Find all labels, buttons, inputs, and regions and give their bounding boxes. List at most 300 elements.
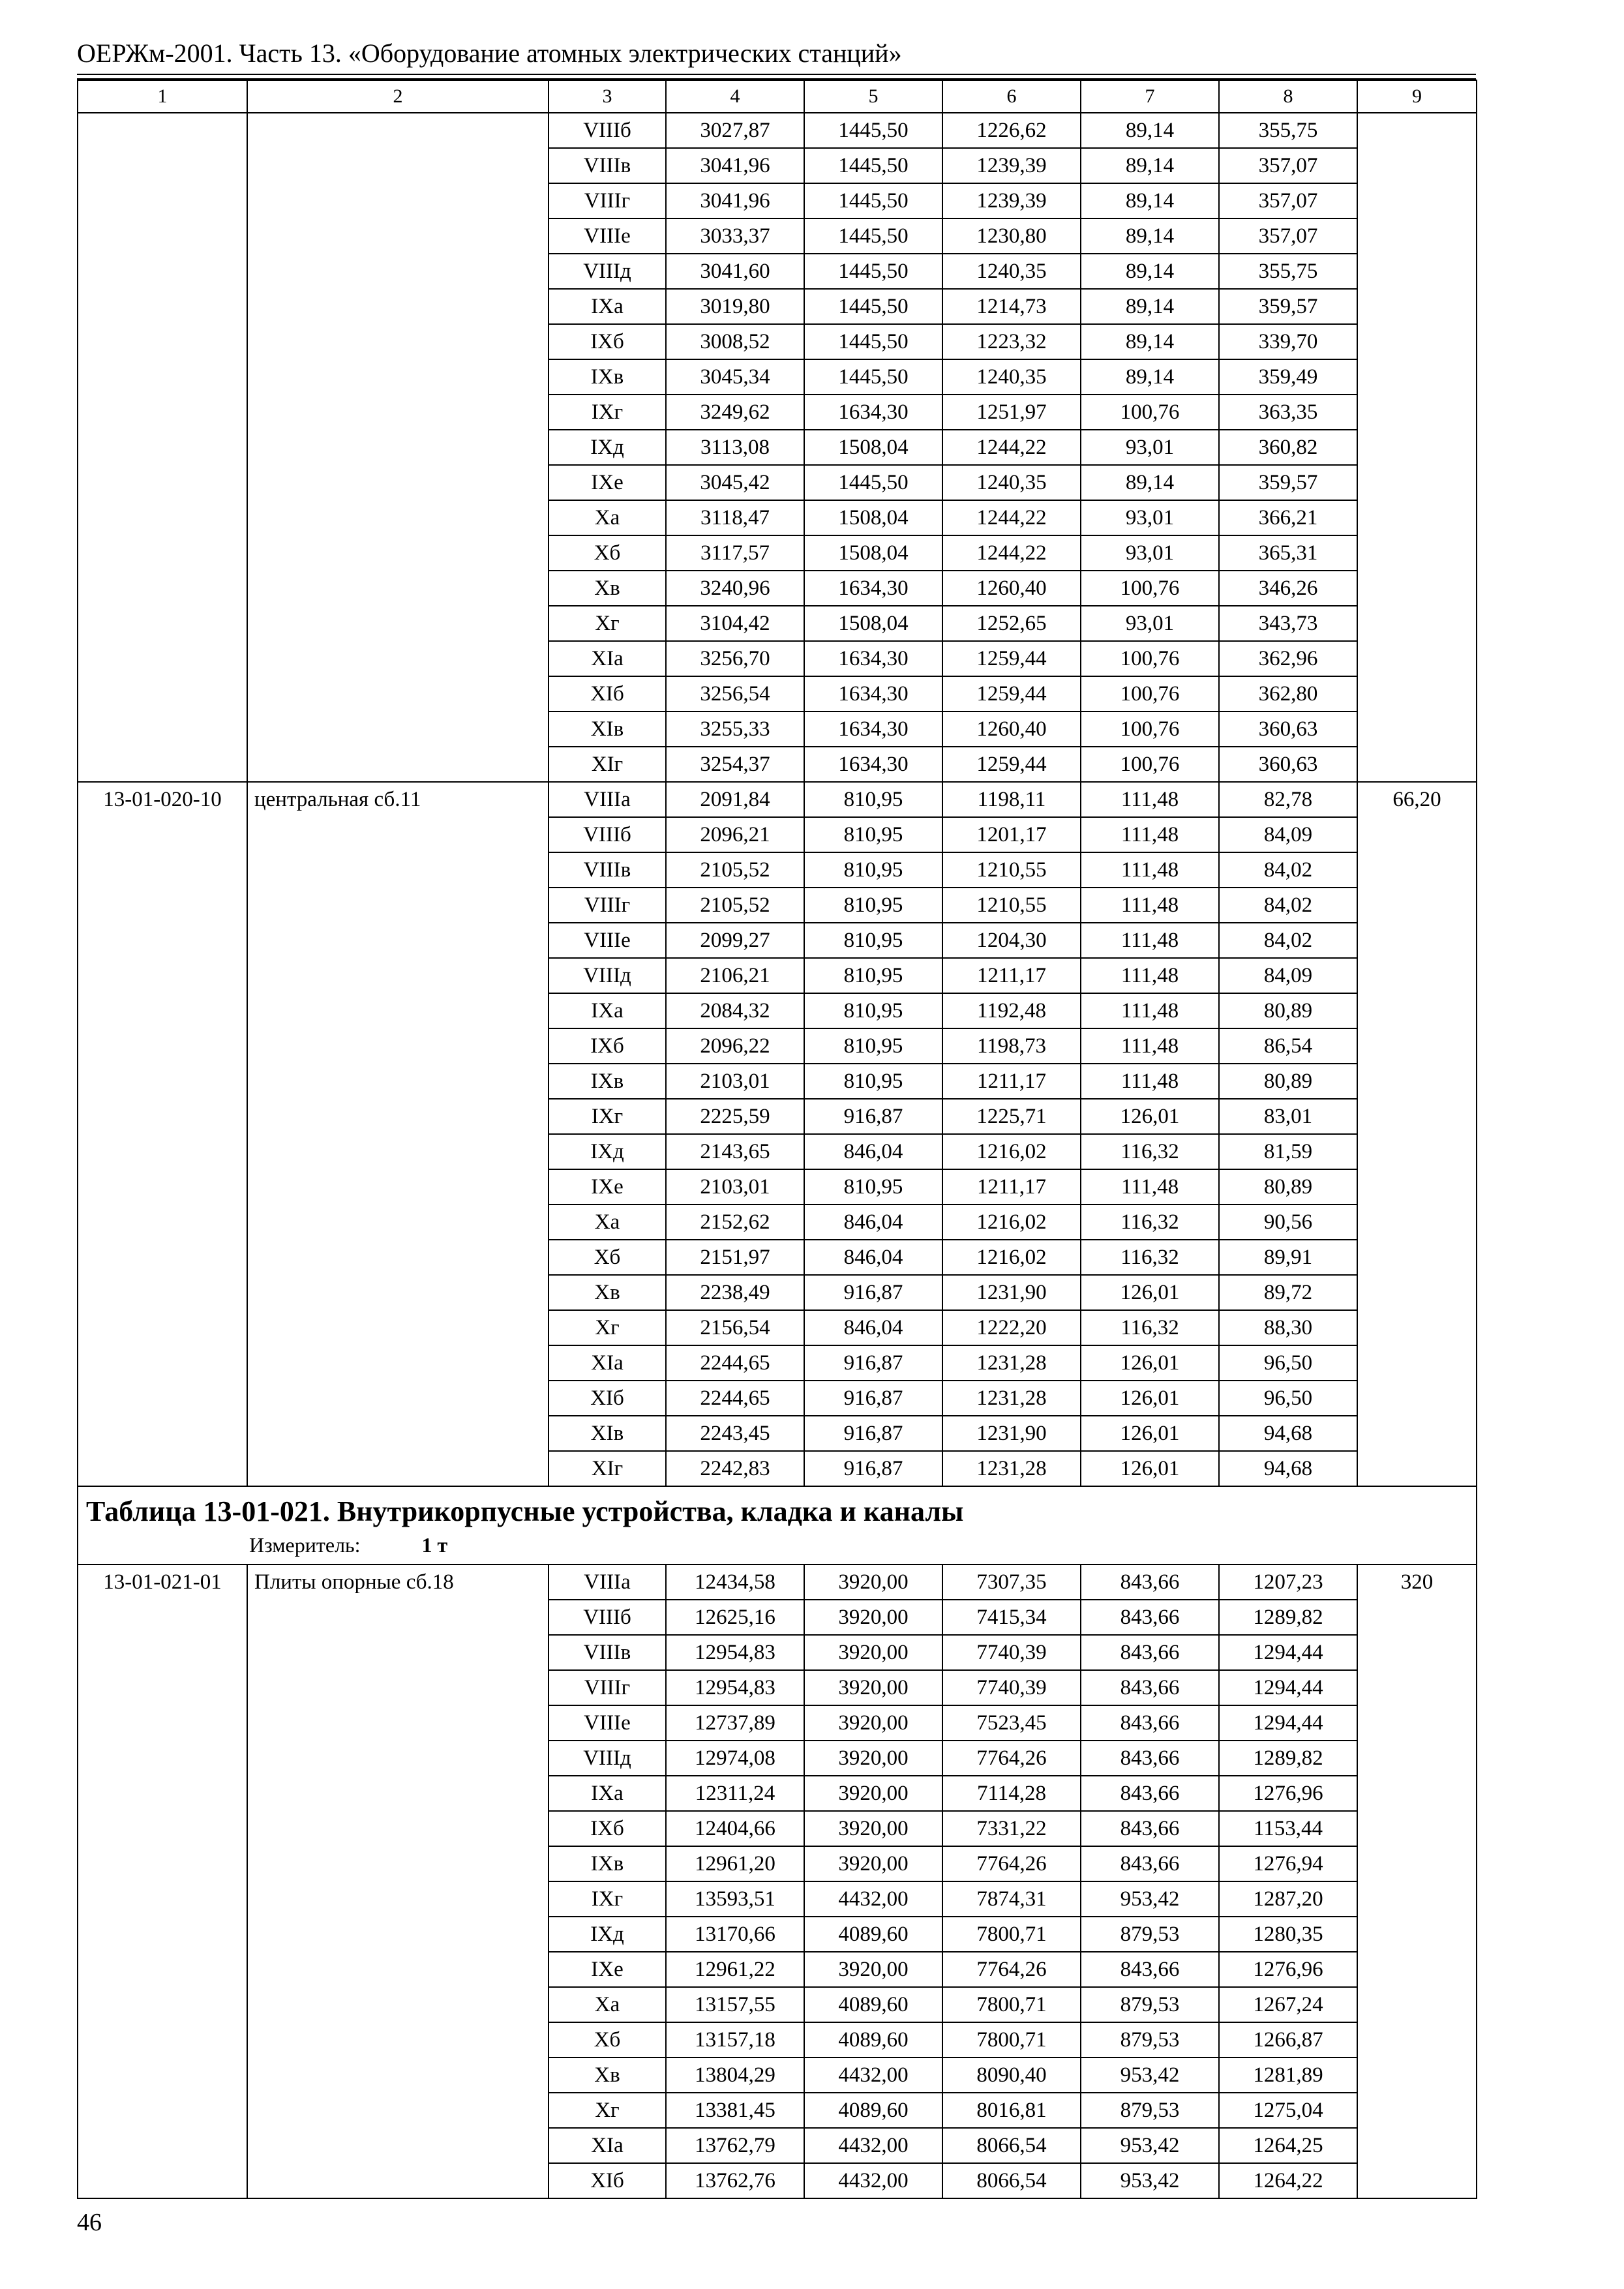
data-cell: 12961,22 [666, 1952, 804, 1987]
position-code-cell: 13-01-021-01 [78, 1564, 247, 2198]
data-cell: Xа [549, 1204, 666, 1240]
data-cell: 84,02 [1219, 852, 1357, 888]
data-cell: 111,48 [1081, 993, 1219, 1028]
table-caption-cell [78, 1486, 1477, 1564]
data-cell: 2156,54 [666, 1310, 804, 1345]
data-cell: 843,66 [1081, 1635, 1219, 1670]
data-cell: Xб [549, 2022, 666, 2057]
data-cell: 12954,83 [666, 1635, 804, 1670]
data-cell: 1231,28 [942, 1451, 1081, 1486]
data-cell: 12434,58 [666, 1564, 804, 1600]
data-cell: 1210,55 [942, 888, 1081, 923]
data-cell: 1267,24 [1219, 1987, 1357, 2022]
data-cell: 93,01 [1081, 606, 1219, 641]
data-cell: 111,48 [1081, 1064, 1219, 1099]
data-cell: 3920,00 [804, 1635, 942, 1670]
column-number: 5 [804, 80, 942, 113]
data-cell: VIIIг [549, 183, 666, 218]
data-cell: Xг [549, 2093, 666, 2128]
data-cell: 810,95 [804, 1028, 942, 1064]
data-cell: 3249,62 [666, 395, 804, 430]
data-cell: 1634,30 [804, 641, 942, 676]
data-cell: 360,63 [1219, 711, 1357, 747]
data-cell: 1192,48 [942, 993, 1081, 1028]
data-cell: Xв [549, 2057, 666, 2093]
data-cell: 1280,35 [1219, 1917, 1357, 1952]
data-cell: 879,53 [1081, 1987, 1219, 2022]
data-cell: 1445,50 [804, 289, 942, 324]
data-cell: 362,96 [1219, 641, 1357, 676]
data-cell: 3256,70 [666, 641, 804, 676]
data-cell: 89,14 [1081, 289, 1219, 324]
data-cell: 1275,04 [1219, 2093, 1357, 2128]
data-cell: 810,95 [804, 852, 942, 888]
data-cell: 359,49 [1219, 359, 1357, 395]
data-cell: 116,32 [1081, 1310, 1219, 1345]
data-cell: 1216,02 [942, 1134, 1081, 1169]
data-cell: 366,21 [1219, 500, 1357, 535]
table-row [78, 1564, 1477, 1600]
data-cell: Xа [549, 500, 666, 535]
data-cell: 879,53 [1081, 2093, 1219, 2128]
data-cell: 1281,89 [1219, 2057, 1357, 2093]
data-cell: 2243,45 [666, 1416, 804, 1451]
data-cell: 1276,96 [1219, 1776, 1357, 1811]
data-cell: IXг [549, 395, 666, 430]
data-cell: 1445,50 [804, 465, 942, 500]
data-cell: 843,66 [1081, 1670, 1219, 1705]
data-cell: 3920,00 [804, 1741, 942, 1776]
data-cell: 346,26 [1219, 571, 1357, 606]
data-cell: Xа [549, 1987, 666, 2022]
data-cell: 1231,90 [942, 1416, 1081, 1451]
data-cell: 357,07 [1219, 148, 1357, 183]
data-cell: 3041,60 [666, 254, 804, 289]
data-cell: 89,91 [1219, 1240, 1357, 1275]
data-cell: 2151,97 [666, 1240, 804, 1275]
data-cell: 1198,11 [942, 782, 1081, 817]
data-cell: 89,14 [1081, 183, 1219, 218]
data-cell: 843,66 [1081, 1600, 1219, 1635]
data-cell: 1223,32 [942, 324, 1081, 359]
data-cell: 116,32 [1081, 1204, 1219, 1240]
data-cell: 1201,17 [942, 817, 1081, 852]
data-cell: 100,76 [1081, 747, 1219, 782]
column-number: 9 [1357, 80, 1477, 113]
data-cell: 339,70 [1219, 324, 1357, 359]
data-cell: 96,50 [1219, 1381, 1357, 1416]
data-cell: 3920,00 [804, 1952, 942, 1987]
data-cell: 1240,35 [942, 465, 1081, 500]
data-cell: 1508,04 [804, 606, 942, 641]
data-cell: XIб [549, 676, 666, 711]
data-cell: 2152,62 [666, 1204, 804, 1240]
data-cell: 1231,90 [942, 1275, 1081, 1310]
data-cell: 3045,34 [666, 359, 804, 395]
position-code-cell [78, 113, 247, 782]
data-cell: 357,07 [1219, 183, 1357, 218]
data-cell: 810,95 [804, 782, 942, 817]
data-cell: 1445,50 [804, 359, 942, 395]
data-cell: 3118,47 [666, 500, 804, 535]
data-cell: 357,07 [1219, 218, 1357, 254]
data-cell: 1225,71 [942, 1099, 1081, 1134]
data-cell: 1634,30 [804, 395, 942, 430]
data-cell: 89,14 [1081, 359, 1219, 395]
header-rule [77, 74, 1476, 75]
data-cell: 846,04 [804, 1134, 942, 1169]
data-cell: 1294,44 [1219, 1670, 1357, 1705]
data-cell: 2091,84 [666, 782, 804, 817]
data-cell: 810,95 [804, 958, 942, 993]
data-cell: 126,01 [1081, 1451, 1219, 1486]
data-cell: 12311,24 [666, 1776, 804, 1811]
data-cell: 1287,20 [1219, 1881, 1357, 1917]
data-cell: VIIIд [549, 1741, 666, 1776]
data-cell: 1244,22 [942, 500, 1081, 535]
data-cell: 1259,44 [942, 641, 1081, 676]
data-cell: 1264,22 [1219, 2163, 1357, 2198]
data-cell: 2244,65 [666, 1345, 804, 1381]
data-cell: 343,73 [1219, 606, 1357, 641]
data-cell: 116,32 [1081, 1134, 1219, 1169]
data-cell: 12961,20 [666, 1846, 804, 1881]
data-cell: 111,48 [1081, 782, 1219, 817]
data-cell: Xб [549, 535, 666, 571]
data-cell: 1207,23 [1219, 1564, 1357, 1600]
data-cell: 80,89 [1219, 993, 1357, 1028]
data-cell: 7764,26 [942, 1741, 1081, 1776]
data-cell: 84,09 [1219, 817, 1357, 852]
data-cell: XIг [549, 1451, 666, 1486]
data-cell: 1216,02 [942, 1240, 1081, 1275]
data-cell: 13157,55 [666, 1987, 804, 2022]
data-cell: 7114,28 [942, 1776, 1081, 1811]
data-cell: XIб [549, 1381, 666, 1416]
data-cell: 363,35 [1219, 395, 1357, 430]
data-cell: 111,48 [1081, 958, 1219, 993]
data-cell: 843,66 [1081, 1776, 1219, 1811]
data-cell: 846,04 [804, 1310, 942, 1345]
data-cell: 89,72 [1219, 1275, 1357, 1310]
data-cell: 1239,39 [942, 183, 1081, 218]
data-cell: 2244,65 [666, 1381, 804, 1416]
data-cell: 4089,60 [804, 2093, 942, 2128]
column-9-cell [1357, 113, 1477, 782]
data-cell: 810,95 [804, 923, 942, 958]
data-cell: 1259,44 [942, 747, 1081, 782]
data-cell: 1244,22 [942, 430, 1081, 465]
data-cell: 843,66 [1081, 1846, 1219, 1881]
data-cell: 111,48 [1081, 1028, 1219, 1064]
data-cell: 13762,76 [666, 2163, 804, 2198]
data-cell: 84,02 [1219, 923, 1357, 958]
data-cell: 3920,00 [804, 1600, 942, 1635]
data-cell: 100,76 [1081, 395, 1219, 430]
data-cell: 3256,54 [666, 676, 804, 711]
data-cell: IXб [549, 324, 666, 359]
data-cell: 2242,83 [666, 1451, 804, 1486]
data-cell: Xб [549, 1240, 666, 1275]
table-caption-title: Таблица 13-01-021. Внутрикорпусные устройства, кладка и каналы [86, 1495, 964, 1527]
data-cell: 1211,17 [942, 1064, 1081, 1099]
position-code-cell: 13-01-020-10 [78, 782, 247, 1486]
data-cell: 111,48 [1081, 888, 1219, 923]
data-cell: 100,76 [1081, 711, 1219, 747]
data-cell: IXд [549, 1134, 666, 1169]
data-cell: Xв [549, 1275, 666, 1310]
data-cell: 2238,49 [666, 1275, 804, 1310]
unit-line [78, 1528, 1476, 1557]
data-cell: 1294,44 [1219, 1705, 1357, 1741]
data-cell: 2096,21 [666, 817, 804, 852]
data-cell: 3008,52 [666, 324, 804, 359]
data-cell: 360,63 [1219, 747, 1357, 782]
data-cell: 2103,01 [666, 1064, 804, 1099]
data-cell: 13804,29 [666, 2057, 804, 2093]
unit-label: Измеритель: [249, 1533, 361, 1557]
data-cell: 810,95 [804, 1064, 942, 1099]
data-cell: 7331,22 [942, 1811, 1081, 1846]
data-cell: 89,14 [1081, 254, 1219, 289]
data-cell: VIIIб [549, 817, 666, 852]
column-number: 4 [666, 80, 804, 113]
data-cell: 916,87 [804, 1275, 942, 1310]
data-cell: 83,01 [1219, 1099, 1357, 1134]
data-cell: 359,57 [1219, 465, 1357, 500]
data-cell: 93,01 [1081, 500, 1219, 535]
data-cell: 1508,04 [804, 430, 942, 465]
data-cell: IXа [549, 289, 666, 324]
data-cell: 1244,22 [942, 535, 1081, 571]
data-cell: 2103,01 [666, 1169, 804, 1204]
data-cell: 1445,50 [804, 254, 942, 289]
data-cell: VIIIд [549, 254, 666, 289]
price-table [77, 80, 1477, 2199]
table-caption-row [78, 1486, 1477, 1564]
column-number: 6 [942, 80, 1081, 113]
data-cell: 13762,79 [666, 2128, 804, 2163]
data-cell: 879,53 [1081, 2022, 1219, 2057]
data-cell: 3041,96 [666, 148, 804, 183]
data-cell: IXа [549, 993, 666, 1028]
data-cell: 84,02 [1219, 888, 1357, 923]
data-cell: 8090,40 [942, 2057, 1081, 2093]
data-cell: 1222,20 [942, 1310, 1081, 1345]
column-number: 8 [1219, 80, 1357, 113]
data-cell: 3033,37 [666, 218, 804, 254]
column-number: 3 [549, 80, 666, 113]
data-cell: 2105,52 [666, 888, 804, 923]
data-cell: 126,01 [1081, 1099, 1219, 1134]
data-cell: 1226,62 [942, 113, 1081, 148]
data-cell: VIIIв [549, 148, 666, 183]
data-cell: 80,89 [1219, 1169, 1357, 1204]
data-cell: 1252,65 [942, 606, 1081, 641]
data-cell: 1230,80 [942, 218, 1081, 254]
data-cell: 100,76 [1081, 676, 1219, 711]
data-cell: 7740,39 [942, 1670, 1081, 1705]
data-cell: 3117,57 [666, 535, 804, 571]
data-cell: 1210,55 [942, 852, 1081, 888]
data-cell: 1294,44 [1219, 1635, 1357, 1670]
data-cell: 7307,35 [942, 1564, 1081, 1600]
data-cell: 843,66 [1081, 1741, 1219, 1776]
data-cell: 2106,21 [666, 958, 804, 993]
data-cell: 3920,00 [804, 1564, 942, 1600]
column-number-row [78, 80, 1477, 113]
data-cell: 355,75 [1219, 254, 1357, 289]
data-cell: 126,01 [1081, 1381, 1219, 1416]
data-cell: 1445,50 [804, 218, 942, 254]
data-cell: 81,59 [1219, 1134, 1357, 1169]
data-cell: 12974,08 [666, 1741, 804, 1776]
data-cell: 1634,30 [804, 747, 942, 782]
data-cell: 111,48 [1081, 852, 1219, 888]
data-cell: 843,66 [1081, 1564, 1219, 1600]
data-cell: 953,42 [1081, 2163, 1219, 2198]
data-cell: Xв [549, 571, 666, 606]
data-cell: 84,09 [1219, 958, 1357, 993]
data-cell: 96,50 [1219, 1345, 1357, 1381]
data-cell: VIIIв [549, 852, 666, 888]
data-cell: VIIIа [549, 1564, 666, 1600]
data-cell: 89,14 [1081, 324, 1219, 359]
data-cell: 13593,51 [666, 1881, 804, 1917]
data-cell: VIIIб [549, 113, 666, 148]
data-cell: VIIIе [549, 218, 666, 254]
data-cell: 7764,26 [942, 1846, 1081, 1881]
data-cell: 362,80 [1219, 676, 1357, 711]
data-cell: 3920,00 [804, 1776, 942, 1811]
data-cell: 12737,89 [666, 1705, 804, 1741]
data-cell: 4089,60 [804, 1917, 942, 1952]
data-cell: XIв [549, 1416, 666, 1451]
data-cell: 94,68 [1219, 1451, 1357, 1486]
data-cell: XIа [549, 2128, 666, 2163]
data-cell: 2143,65 [666, 1134, 804, 1169]
data-cell: 3920,00 [804, 1705, 942, 1741]
data-cell: 12625,16 [666, 1600, 804, 1635]
data-cell: 4432,00 [804, 2057, 942, 2093]
data-cell: 100,76 [1081, 641, 1219, 676]
data-cell: IXб [549, 1028, 666, 1064]
data-cell: 4089,60 [804, 2022, 942, 2057]
data-cell: 8066,54 [942, 2128, 1081, 2163]
data-cell: 4089,60 [804, 1987, 942, 2022]
data-cell: 126,01 [1081, 1345, 1219, 1381]
data-cell: 4432,00 [804, 2163, 942, 2198]
data-cell: VIIIг [549, 888, 666, 923]
data-cell: 1276,94 [1219, 1846, 1357, 1881]
data-cell: 3920,00 [804, 1846, 942, 1881]
data-cell: 846,04 [804, 1240, 942, 1275]
data-cell: 843,66 [1081, 1811, 1219, 1846]
data-cell: 916,87 [804, 1381, 942, 1416]
data-cell: 953,42 [1081, 2057, 1219, 2093]
column-9-cell: 320 [1357, 1564, 1477, 2198]
data-cell: 1211,17 [942, 1169, 1081, 1204]
data-cell: 88,30 [1219, 1310, 1357, 1345]
data-cell: XIб [549, 2163, 666, 2198]
data-cell: 126,01 [1081, 1416, 1219, 1451]
data-cell: XIа [549, 641, 666, 676]
unit-value: 1 т [421, 1533, 448, 1557]
data-cell: 916,87 [804, 1345, 942, 1381]
data-cell: 7800,71 [942, 2022, 1081, 2057]
data-cell: 2225,59 [666, 1099, 804, 1134]
data-cell: 1260,40 [942, 711, 1081, 747]
data-cell: 7415,34 [942, 1600, 1081, 1635]
data-cell: VIIIв [549, 1635, 666, 1670]
data-cell: 1231,28 [942, 1345, 1081, 1381]
data-cell: 1214,73 [942, 289, 1081, 324]
data-cell: 89,14 [1081, 465, 1219, 500]
data-cell: 3104,42 [666, 606, 804, 641]
data-cell: 90,56 [1219, 1204, 1357, 1240]
data-cell: IXв [549, 359, 666, 395]
data-cell: 2084,32 [666, 993, 804, 1028]
data-cell: 7764,26 [942, 1952, 1081, 1987]
data-cell: IXа [549, 1776, 666, 1811]
data-cell: 1276,96 [1219, 1952, 1357, 1987]
data-cell: IXв [549, 1846, 666, 1881]
data-cell: 3255,33 [666, 711, 804, 747]
position-name-cell: Плиты опорные сб.18 [247, 1564, 549, 2198]
data-cell: 1231,28 [942, 1381, 1081, 1416]
data-cell: IXб [549, 1811, 666, 1846]
data-cell: 100,76 [1081, 571, 1219, 606]
column-number: 1 [78, 80, 247, 113]
data-cell: 93,01 [1081, 535, 1219, 571]
data-cell: IXг [549, 1099, 666, 1134]
data-cell: 12404,66 [666, 1811, 804, 1846]
data-cell: 13170,66 [666, 1917, 804, 1952]
data-cell: 1239,39 [942, 148, 1081, 183]
data-cell: 3041,96 [666, 183, 804, 218]
table-row [78, 782, 1477, 817]
data-cell: 86,54 [1219, 1028, 1357, 1064]
data-cell: 4432,00 [804, 1881, 942, 1917]
data-cell: 12954,83 [666, 1670, 804, 1705]
data-cell: IXв [549, 1064, 666, 1099]
data-cell: 3045,42 [666, 465, 804, 500]
column-number: 7 [1081, 80, 1219, 113]
data-cell: 953,42 [1081, 1881, 1219, 1917]
data-cell: 1266,87 [1219, 2022, 1357, 2057]
data-cell: 1211,17 [942, 958, 1081, 993]
data-cell: 1198,73 [942, 1028, 1081, 1064]
page-number: 46 [77, 2209, 102, 2236]
data-cell: 126,01 [1081, 1275, 1219, 1310]
data-cell: 13381,45 [666, 2093, 804, 2128]
data-cell: 1634,30 [804, 571, 942, 606]
data-cell: 1289,82 [1219, 1741, 1357, 1776]
data-cell: 7874,31 [942, 1881, 1081, 1917]
data-cell: 4432,00 [804, 2128, 942, 2163]
column-9-cell: 66,20 [1357, 782, 1477, 1486]
data-cell: Xг [549, 1310, 666, 1345]
data-cell: 1251,97 [942, 395, 1081, 430]
data-cell: 93,01 [1081, 430, 1219, 465]
column-number: 2 [247, 80, 549, 113]
data-cell: 80,89 [1219, 1064, 1357, 1099]
data-cell: 3920,00 [804, 1811, 942, 1846]
data-cell: 1216,02 [942, 1204, 1081, 1240]
data-cell: XIа [549, 1345, 666, 1381]
data-cell: 879,53 [1081, 1917, 1219, 1952]
data-cell: 953,42 [1081, 2128, 1219, 2163]
